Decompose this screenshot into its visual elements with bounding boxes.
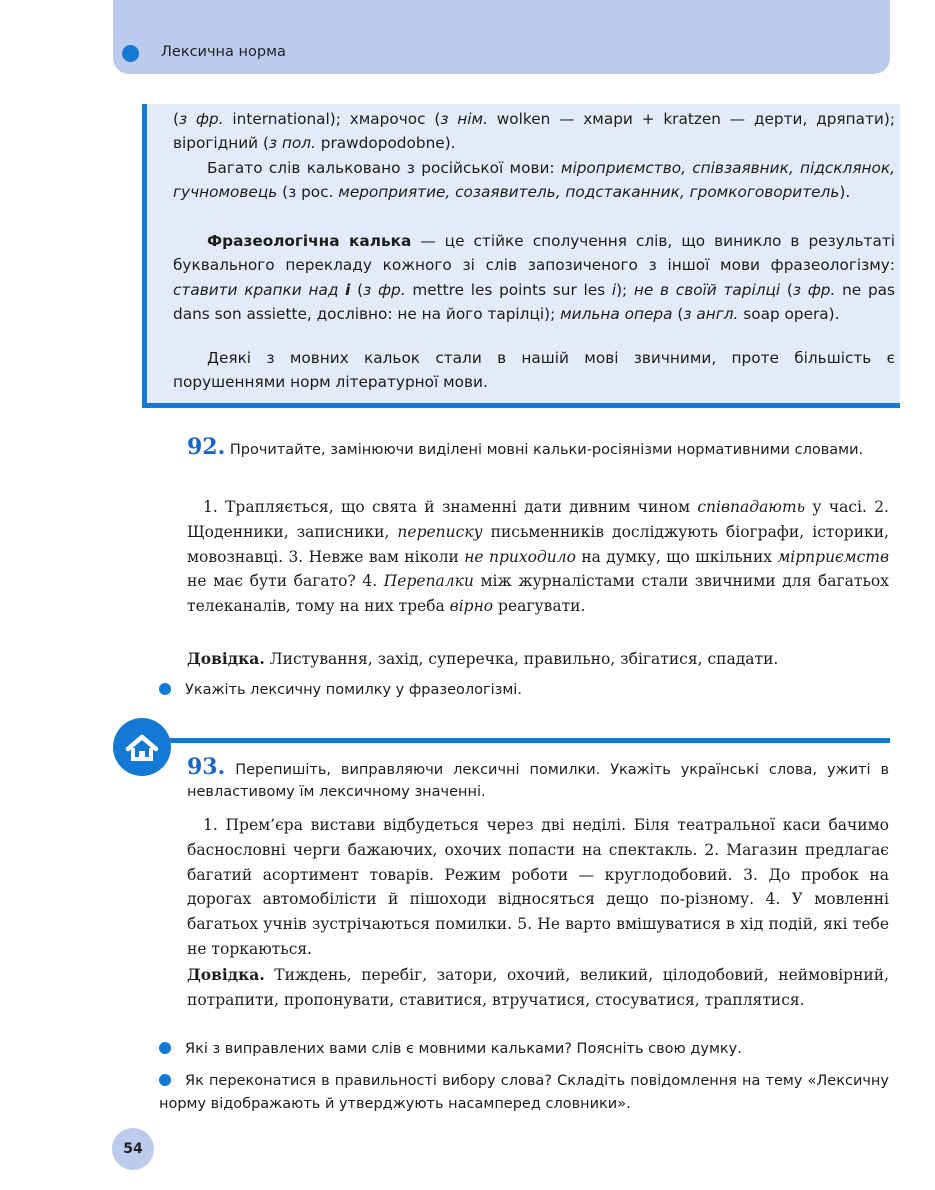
exercise-93-heading <box>187 756 889 803</box>
exercise-92-heading <box>187 436 889 461</box>
home-icon <box>113 718 171 776</box>
exercise-92-help: Довідка. Листування, захід, суперечка, правильно, збігатися, спадати. <box>187 649 779 668</box>
theory-paragraph-1: (з фр. international); хмарочос (з нім. wolken — хмари + kratzen — дерти, дряпати); вірогідний (з пол. prawdopodobne). <box>173 110 895 153</box>
exercise-93-help: Довідка. Тиждень, перебіг, затори, охочий, великий, цілодобовий, неймовірний, потрапити, пропонувати, ставитися, втручатися, стосуватися, траплятися. <box>187 965 889 1009</box>
bullet-dot-icon <box>159 1042 171 1054</box>
exercise-task: Перепишіть, виправляючи лексичні помилки. Укажіть українські слова, ужиті в невластивому їм лексичному значенні. <box>187 762 890 800</box>
bullet-dot-icon <box>159 683 171 695</box>
section-bullet-icon <box>122 45 139 62</box>
exercise-92-text: 1. Трапляється, що свята й знаменні дати дивним чином співпадають у часі. 2. Щоденники, записники, переписку письменників досліджують біографи, історики, мовознавці. 3. Невже вам ніколи не приходило на думку, що шкільних мірприємств не має бути багато? 4. Перепалки між журналістами стали звичними для багатьох телеканалів, тому на них треба вірно реагувати. <box>187 498 889 616</box>
home-button[interactable] <box>113 718 171 776</box>
theory-paragraph-3: Фразеологічна калька — це стійке сполучення слів, що виникло в результаті буквального перекладу кожного зі слів запозиченого з іншої мови фразеологізму: ставити крапки над і (з фр. mettre les points sur les i); не в своїй тарілці (з фр. ne pas dans son assiette, дослівно: не на його тарілці); мильна опера (з англ. soap opera). <box>173 232 895 324</box>
theory-box <box>142 104 900 408</box>
exercise-93-bullet-1: Які з виправлених вами слів є мовними кальками? Поясніть свою думку. <box>159 1038 889 1061</box>
exercise-number: 93. <box>187 754 226 780</box>
exercise-92-bullet: Укажіть лексичну помилку у фразеологізмі. <box>159 679 889 702</box>
exercise-93-bullet-2: Як переконатися в правильності вибору слова? Складіть повідомлення на тему «Лексичну норму відображають й утверджують насамперед словники». <box>159 1073 889 1112</box>
exercise-number: 92. <box>187 434 226 460</box>
page-header-band <box>113 0 890 74</box>
theory-paragraph-2: Багато слів кальковано з російської мови: міроприємство, співзаявник, підсклянок, гучномовець (з рос. мероприятие, созаявитель, подстаканник, громкоговоритель). <box>173 159 895 202</box>
page-number: 54 <box>112 1128 154 1170</box>
section-title: Лексична норма <box>161 44 286 60</box>
bullet-dot-icon <box>159 1074 171 1086</box>
exercise-task: Прочитайте, замінюючи виділені мовні кальки-росіянізми нормативними словами. <box>229 442 864 458</box>
section-divider <box>142 738 890 743</box>
theory-paragraph-4: Деякі з мовних кальок стали в нашій мові звичними, проте більшість є порушеннями норм літературної мови. <box>173 349 895 392</box>
exercise-93-text: 1. Прем’єра вистави відбудеться через дві неділі. Біля театральної каси бачимо баснословні черги бажаючих, охочих попасти на спектакль. 2. Магазин предлагає багатий асортимент товарів. Режим роботи — круглодобовий. 3. До пробок на дорогах автомобілісти й пішоходи відносяться дещо по-різному. 4. У мовленні багатьох учнів зустрічаються помилки. 5. Не варто вмішуватися в хід подій, які тебе не торкаються. <box>187 816 889 958</box>
